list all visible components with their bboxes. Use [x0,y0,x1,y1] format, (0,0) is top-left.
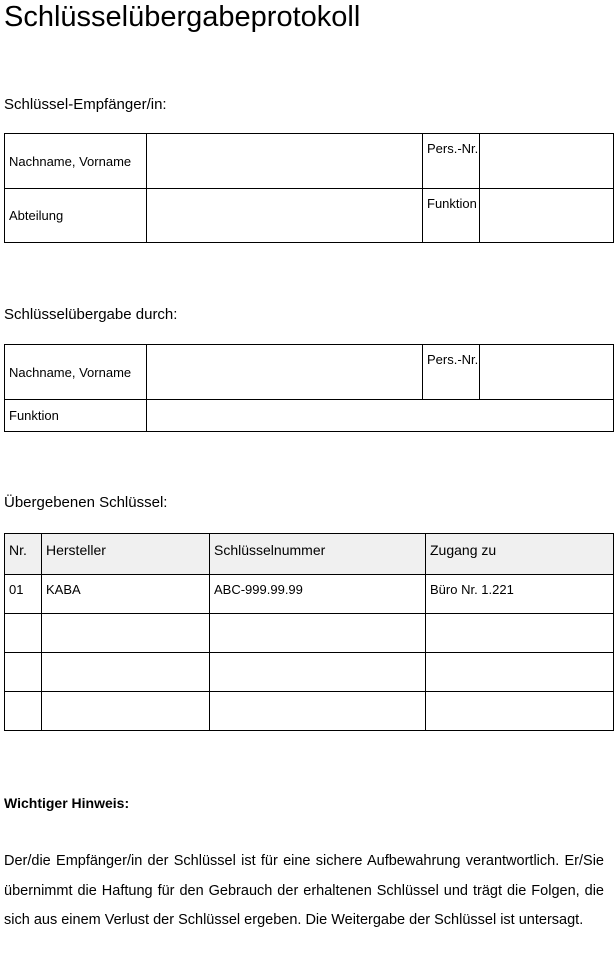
notice-heading: Wichtiger Hinweis: [4,795,130,811]
recipient-function-field[interactable] [480,189,614,243]
handover-heading: Schlüsselübergabe durch: [4,306,178,323]
recipient-table [4,133,614,243]
notice-text: Der/die Empfänger/in der Schlüssel ist für eine sichere Aufbewahrung verantwortlich. Er/Sie übernimmt die Haftung für den Gebrauch der erhaltenen Schlüssel und trägt die Folgen, die sich aus einem Verlust der Schlüssel ergeben. Die Weitergabe der Schlüssel ist untersagt. [4,853,604,928]
handover-table [4,344,614,432]
key-access-cell[interactable] [426,653,614,692]
page-title: Schlüsselübergabeprotokoll [4,1,361,33]
key-nr-cell[interactable] [5,653,42,692]
handover-function-label: Funktion [5,400,147,432]
recipient-department-field[interactable] [147,189,423,243]
key-manufacturer-cell[interactable]: KABA [42,575,210,614]
key-number-cell[interactable] [210,653,426,692]
recipient-heading: Schlüssel-Empfänger/in: [4,96,167,113]
handover-name-label: Nachname, Vorname [5,345,147,400]
recipient-name-label: Nachname, Vorname [5,134,147,189]
recipient-function-label: Funktion [423,189,480,243]
keys-header-row [5,534,614,575]
key-number-cell[interactable]: ABC-999.99.99 [210,575,426,614]
key-nr-cell[interactable] [5,614,42,653]
handover-pers-nr-label: Pers.-Nr. [423,345,480,400]
keys-table [4,533,614,731]
key-access-cell[interactable]: Büro Nr. 1.221 [426,575,614,614]
key-access-cell[interactable] [426,692,614,731]
table-row [5,575,614,614]
keys-column-header: Hersteller [42,534,210,575]
handover-pers-nr-field[interactable] [480,345,614,400]
recipient-pers-nr-field[interactable] [480,134,614,189]
key-manufacturer-cell[interactable] [42,692,210,731]
key-number-cell[interactable] [210,692,426,731]
table-row [5,653,614,692]
keys-column-header: Schlüsselnummer [210,534,426,575]
table-row [5,614,614,653]
key-access-cell[interactable] [426,614,614,653]
key-nr-cell[interactable] [5,692,42,731]
recipient-name-field[interactable] [147,134,423,189]
keys-column-header: Zugang zu [426,534,614,575]
key-manufacturer-cell[interactable] [42,653,210,692]
key-number-cell[interactable] [210,614,426,653]
key-manufacturer-cell[interactable] [42,614,210,653]
handover-function-field[interactable] [147,400,614,432]
recipient-pers-nr-label: Pers.-Nr. [423,134,480,189]
key-nr-cell[interactable]: 01 [5,575,42,614]
table-row [5,692,614,731]
keys-column-header: Nr. [5,534,42,575]
recipient-department-label: Abteilung [5,189,147,243]
keys-heading: Übergebenen Schlüssel: [4,494,168,511]
handover-name-field[interactable] [147,345,423,400]
